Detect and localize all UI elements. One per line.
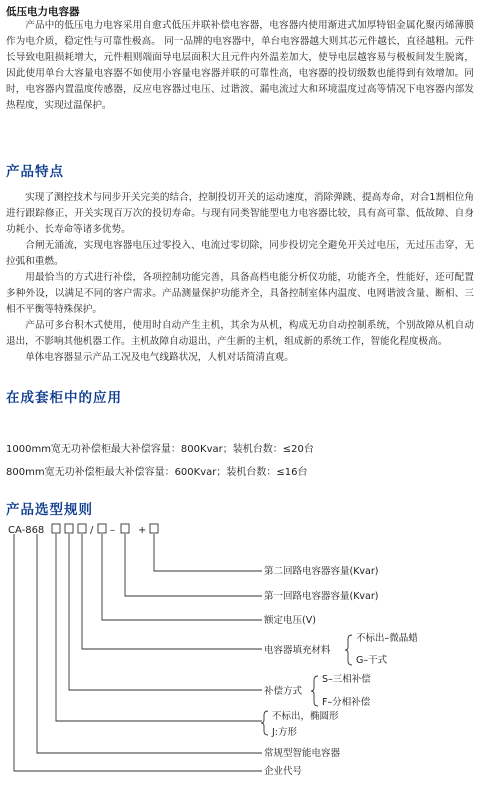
leader-filler <box>82 534 262 649</box>
application-line-1: 1000mm宽无功补偿柜最大补偿容量：800Kvar；装机台数：≤20台 <box>6 444 314 455</box>
code-prefix: CA-868 <box>8 525 45 536</box>
application-line-2: 800mm宽无功补偿柜最大补偿容量：600Kvar；装机台数：≤16台 <box>6 467 308 478</box>
label-shape-opt2: J:方形 <box>272 727 298 738</box>
code-dash: – <box>110 525 115 536</box>
leader-comp-mode <box>69 534 262 690</box>
code-box-1 <box>52 524 60 533</box>
brace-comp-mode <box>311 676 318 706</box>
leader-series <box>37 534 262 753</box>
code-slash: / <box>90 525 94 536</box>
code-box-4 <box>98 524 106 533</box>
features-paragraph-5: 单体电容器显示产品工况及电气线路状况，人机对话简清直观。 <box>25 352 294 363</box>
label-first-capacity: 第一回路电容器容量(Kvar) <box>264 591 379 602</box>
code-box-5 <box>121 524 129 533</box>
brace-shape <box>261 711 268 735</box>
intro-title: 低压电力电容器 <box>6 6 80 18</box>
label-rated-voltage: 额定电压(V) <box>264 615 316 626</box>
features-paragraph-3: 用最恰当的方式进行补偿，各项控制功能完善，具备高档电能分析仪功能，功能齐全，性能好，还可配置多种外设，以满足不同的客户需求。产品测量保护功能齐全，具备控制室体内温度、电网谐波含量、断相、三相不平衡等特殊保护。 <box>6 272 474 315</box>
model-code-diagram <box>0 495 480 795</box>
leader-company <box>14 534 262 771</box>
code-box-3 <box>78 524 86 533</box>
label-series: 常规型智能电容器 <box>264 748 341 759</box>
leader-first-capacity <box>125 534 262 596</box>
leader-second-capacity <box>154 534 262 571</box>
code-box-2 <box>65 524 73 533</box>
label-filler-opt1: 不标出–微晶蜡 <box>356 633 418 644</box>
label-filler-opt2: G–干式 <box>356 655 388 666</box>
intro-paragraph: 产品中的低压电力电容采用自愈式低压并联补偿电容器，电容器内使用渐进式加厚特铝金属化聚丙烯薄膜作为电介质，稳定性与可靠性极高。 同一品牌的电容器中，单台电容器越大则其芯元件越长，直径越粗。元件长导致电阻损耗增大，元件粗则端面导电层面积大且元件内外温差加大，使导电层越容易与极板间发生脱离，因此使用单台大容量电容器不如使用小容量电容器并联的可靠性高，电容器的投切级数也能得到有效增加。同时，电容器内置温度传感器，反应电容器过电压、过谐波、漏电流过大和环境温度过高等情况下电容器内部发热程度，实现过温保护。 <box>6 20 474 111</box>
model-heading: 产品选型规则 <box>6 502 93 518</box>
application-heading: 在成套柜中的应用 <box>6 390 122 406</box>
label-comp-mode: 补偿方式 <box>264 686 303 697</box>
features-paragraph-2: 合闸无涌流，实现电容器电压过零投入、电流过零切除，同步投切完全避免开关过电压，无过压击穿，无拉弧和重燃。 <box>6 240 474 267</box>
features-paragraph-1: 实现了测控技术与同步开关完美的结合，控制投切开关的运动速度，消除弹跳、提高寿命，对合1割相位角进行跟踪修正，开关实现百万次的投切寿命。与现有同类智能型电力电容器比较，具有高可靠、低故障、自身功耗小、长寿命等诸多优势。 <box>6 192 474 235</box>
code-box-6 <box>150 524 158 533</box>
brace-filler <box>345 635 352 665</box>
label-company: 企业代号 <box>264 766 303 777</box>
label-comp-opt2: F–分相补偿 <box>322 697 371 708</box>
label-comp-opt1: S–三相补偿 <box>322 674 371 685</box>
label-filler: 电容器填充材料 <box>264 645 331 656</box>
features-paragraph-4: 产品可多台积木式使用，使用时自动产生主机，其余为从机，构成无功自动控制系统，个别故障从机自动退出，不影响其他机器工作。主机故障自动退出，产生新的主机，组成新的系统工作，智能化程度极高。 <box>6 320 474 347</box>
label-second-capacity: 第二回路电容器容量(Kvar) <box>264 566 379 577</box>
code-plus: + <box>138 525 147 536</box>
leader-shape <box>56 534 262 721</box>
features-heading: 产品特点 <box>6 164 64 180</box>
leader-rated-voltage <box>102 534 262 620</box>
label-shape-opt1: 不标出，椭圆形 <box>272 711 339 722</box>
